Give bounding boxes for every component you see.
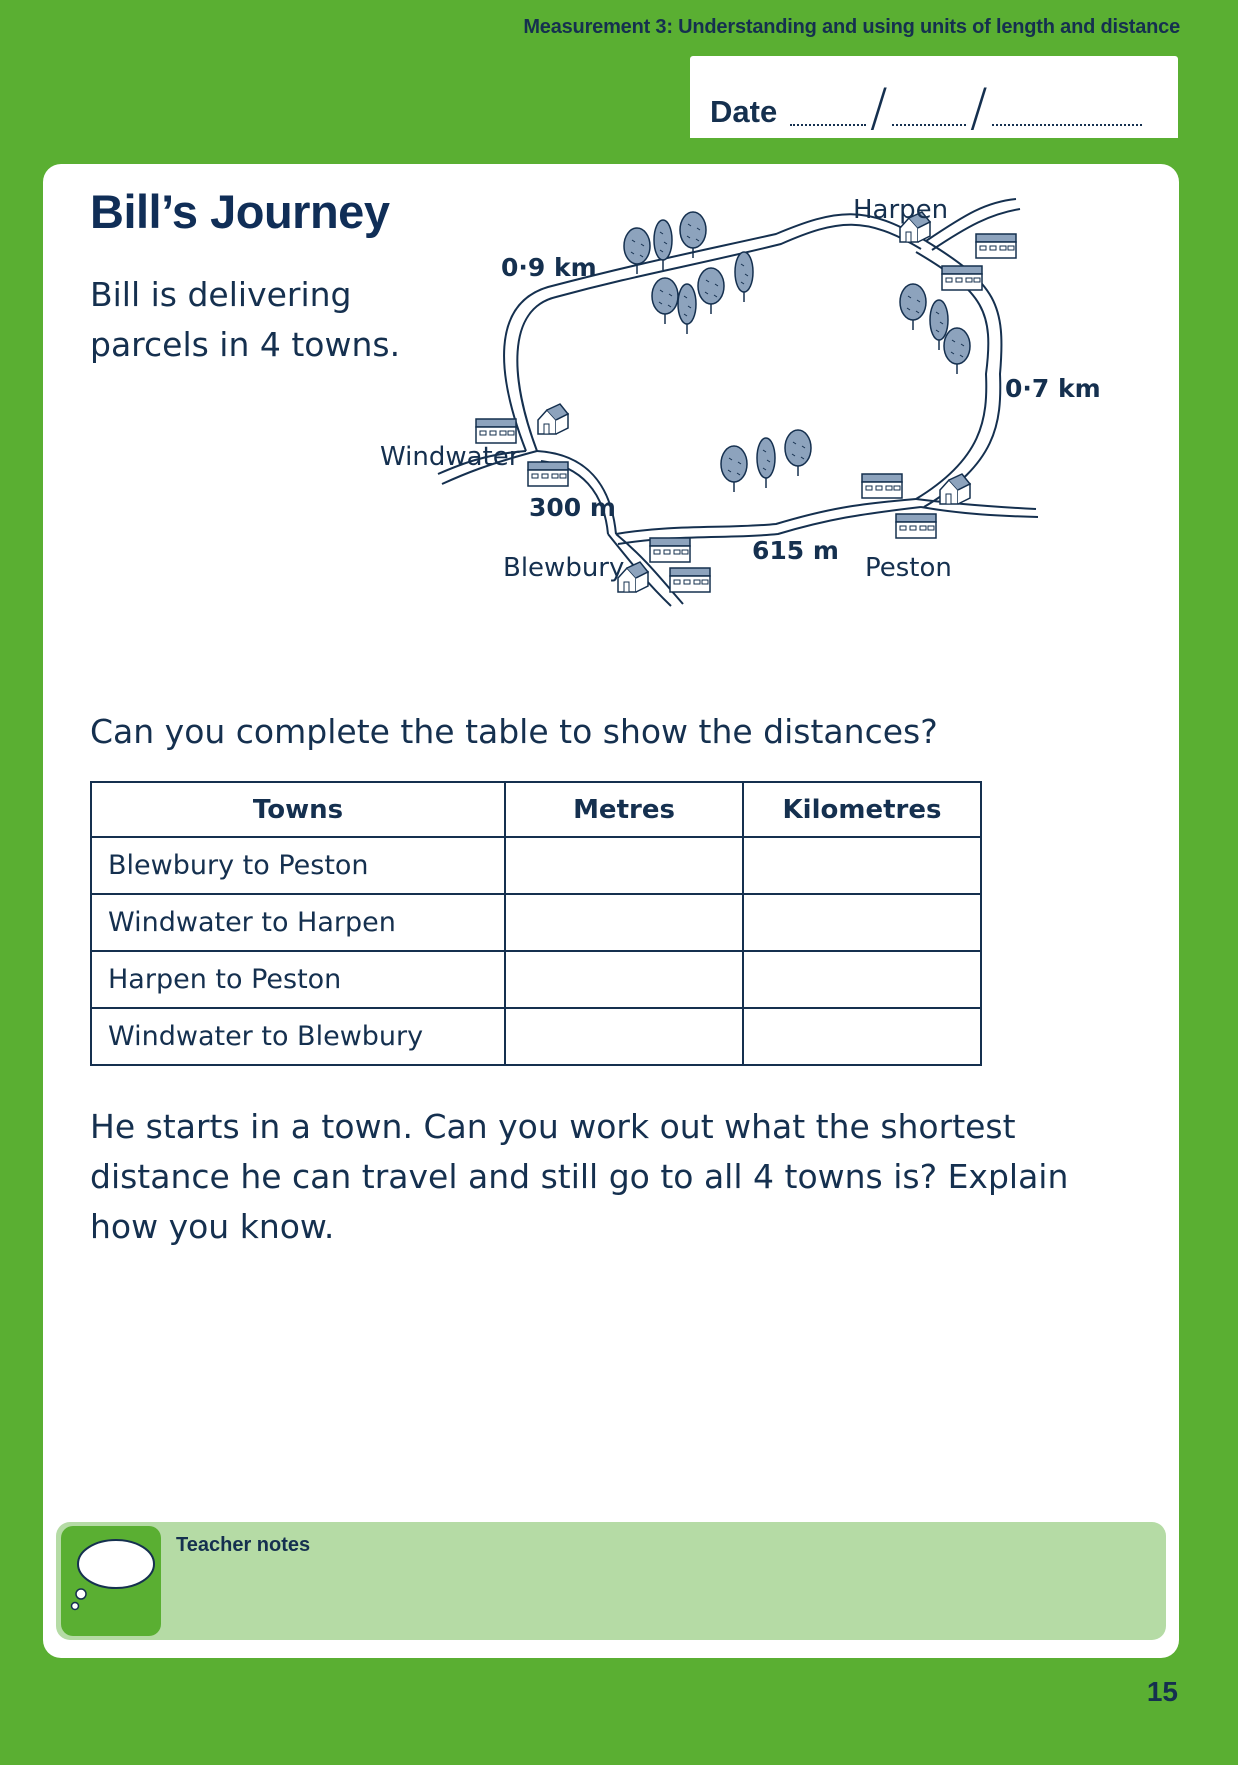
worksheet-title: Bill’s Journey	[90, 185, 390, 238]
distance-table	[90, 781, 982, 1066]
thought-bubble-icon	[61, 1526, 161, 1636]
row-towns: Windwater to Blewbury	[91, 1008, 505, 1065]
metres-answer-cell[interactable]	[505, 1008, 743, 1065]
date-slash: /	[870, 78, 888, 138]
row-towns: Windwater to Harpen	[91, 894, 505, 951]
date-day-field[interactable]	[790, 124, 866, 126]
distance-label-blewbury-peston: 615 m	[752, 536, 839, 565]
distance-label-windwater-harpen: 0·9 km	[501, 253, 597, 282]
header-kilometres: Kilometres	[743, 782, 981, 837]
journey-map	[376, 174, 1176, 694]
page-number: 15	[1146, 1676, 1178, 1707]
distance-label-harpen-peston: 0·7 km	[1005, 374, 1101, 403]
date-label: Date	[710, 94, 778, 129]
shortest-distance-question: He starts in a town. Can you work out what the shortest distance he can travel and still go to all 4 towns is? Explain how you know.	[90, 1107, 1069, 1246]
row-towns: Harpen to Peston	[91, 951, 505, 1008]
date-box	[690, 56, 1178, 138]
table-question: Can you complete the table to show the distances?	[90, 712, 938, 751]
kilometres-answer-cell[interactable]	[743, 837, 981, 894]
date-month-field[interactable]	[892, 124, 966, 126]
table-row	[91, 837, 981, 894]
kilometres-answer-cell[interactable]	[743, 1008, 981, 1065]
town-label-peston: Peston	[865, 553, 952, 583]
table-row	[91, 1008, 981, 1065]
town-label-windwater: Windwater	[380, 442, 520, 472]
intro-text: Bill is delivering parcels in 4 towns.	[90, 275, 401, 364]
table-header-row	[91, 782, 981, 837]
metres-answer-cell[interactable]	[505, 951, 743, 1008]
date-slash: /	[970, 78, 988, 138]
distance-label-windwater-blewbury: 300 m	[529, 493, 616, 522]
table-row	[91, 951, 981, 1008]
row-towns: Blewbury to Peston	[91, 837, 505, 894]
teacher-notes-label: Teacher notes	[176, 1534, 311, 1556]
header-towns: Towns	[91, 782, 505, 837]
teacher-notes-panel	[56, 1522, 1166, 1640]
page-header-subtitle: Measurement 3: Understanding and using units of length and distance	[523, 16, 1180, 38]
header-metres: Metres	[505, 782, 743, 837]
date-year-field[interactable]	[992, 124, 1142, 126]
kilometres-answer-cell[interactable]	[743, 894, 981, 951]
town-label-blewbury: Blewbury	[503, 553, 625, 583]
kilometres-answer-cell[interactable]	[743, 951, 981, 1008]
town-label-harpen: Harpen	[853, 195, 949, 225]
metres-answer-cell[interactable]	[505, 837, 743, 894]
metres-answer-cell[interactable]	[505, 894, 743, 951]
table-row	[91, 894, 981, 951]
worksheet-card	[43, 164, 1179, 1658]
